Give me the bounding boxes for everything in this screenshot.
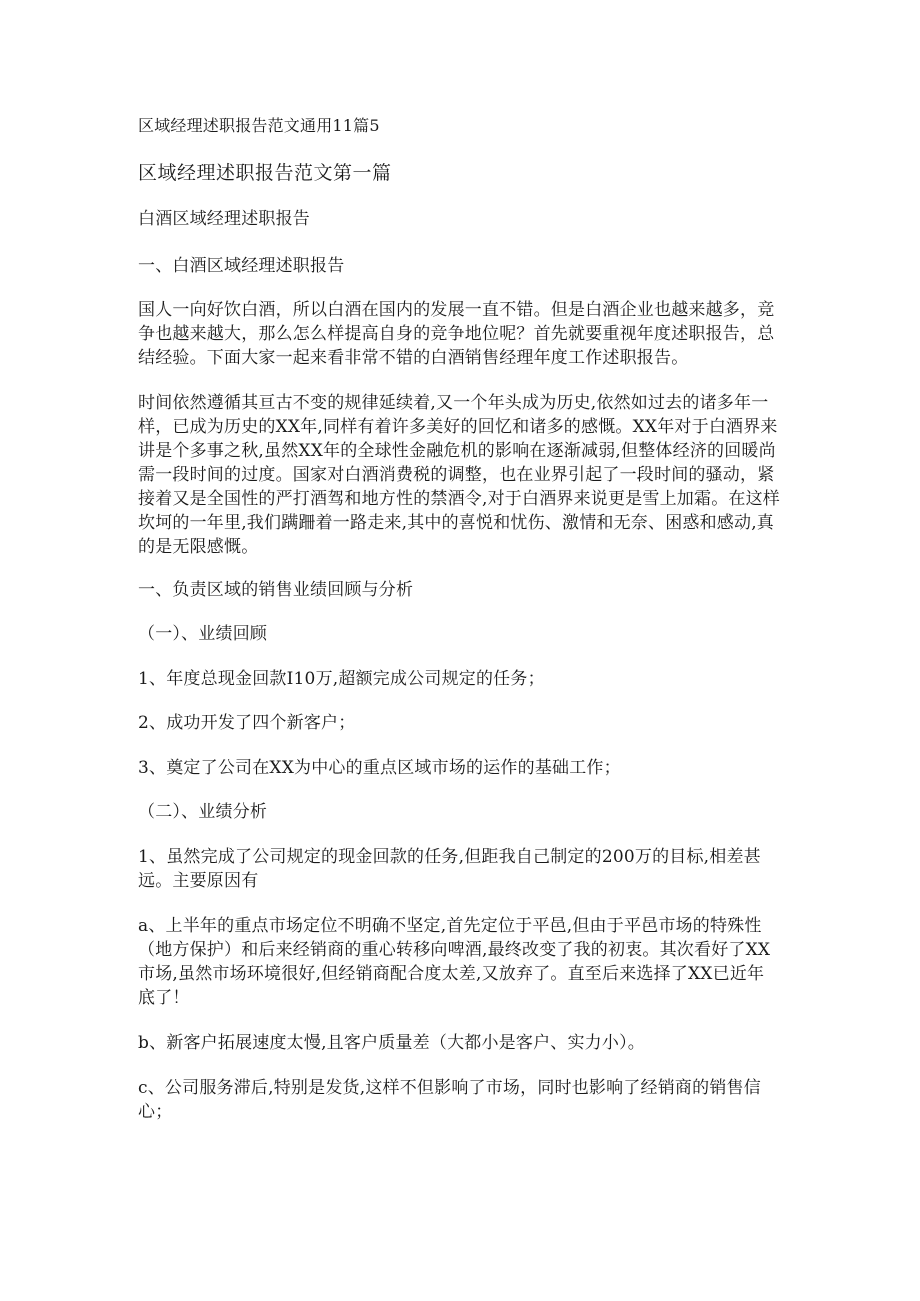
subheading-performance-analysis: （二）、业绩分析	[138, 802, 268, 822]
reason-b: b、新客户拓展速度太慢,且客户质量差（大都小是客户、实力小）。	[138, 1033, 645, 1053]
list-item-2: 2、成功开发了四个新客户；	[138, 713, 356, 733]
list-item-3: 3、奠定了公司在XX为中心的重点区域市场的运作的基础工作；	[138, 758, 621, 778]
heading-1: 一、白酒区域经理述职报告	[138, 256, 345, 276]
document-title: 区域经理述职报告范文通用11篇5	[138, 116, 380, 135]
subheading-performance-review: （一）、业绩回顾	[138, 624, 268, 644]
paragraph-time: 时间依然遵循其亘古不变的规律延续着,又一个年头成为历史,依然如过去的诸多年一样，已成为历史的XX年,同样有着许多美好的回忆和诸多的感慨。XX年对于白酒界来讲是个多事之秋,虽然XX年的全球性金融危机的影响在逐渐减弱,但整体经济的回暖尚需一段时间的过度。国家对白酒消费税的调整，也在业界引起了一段时间的骚动，紧接着又是全国性的严打酒驾和地方性的禁酒令,对于白酒界来说更是雪上加霜。在这样坎坷的一年里,我们蹒跚着一路走来,其中的喜悦和忧伤、激情和无奈、困惑和感动,真的是无限感慨。	[138, 393, 781, 557]
reason-a: a、上半年的重点市场定位不明确不坚定,首先定位于平邑,但由于平邑市场的特殊性（地方保护）和后来经销商的重心转移向啤酒,最终改变了我的初衷。其次看好了XX市场,虽然市场环境很好,但经销商配合度太差,又放弃了。直至后来选择了XX已近年底了！	[138, 916, 771, 1008]
subtitle: 白酒区域经理述职报告	[138, 209, 310, 229]
analysis-item-1: 1、虽然完成了公司规定的现金回款的任务,但距我自己制定的200万的目标,相差甚远。主要原因有	[138, 847, 761, 891]
reason-c: c、公司服务滞后,特别是发货,这样不但影响了市场，同时也影响了经销商的销售信心；	[138, 1078, 761, 1122]
list-item-1: 1、年度总现金回款I10万,超额完成公司规定的任务；	[138, 669, 545, 689]
heading-2: 一、负责区域的销售业绩回顾与分析	[138, 580, 414, 600]
paragraph-intro: 国人一向好饮白酒，所以白酒在国内的发展一直不错。但是白酒企业也越来越多，竞争也越来越大，那么怎么样提高自身的竞争地位呢？首先就要重视年度述职报告，总结经验。下面大家一起来看非常不错的白酒销售经理年度工作述职报告。	[138, 300, 775, 368]
section-title: 区域经理述职报告范文第一篇	[138, 162, 392, 184]
